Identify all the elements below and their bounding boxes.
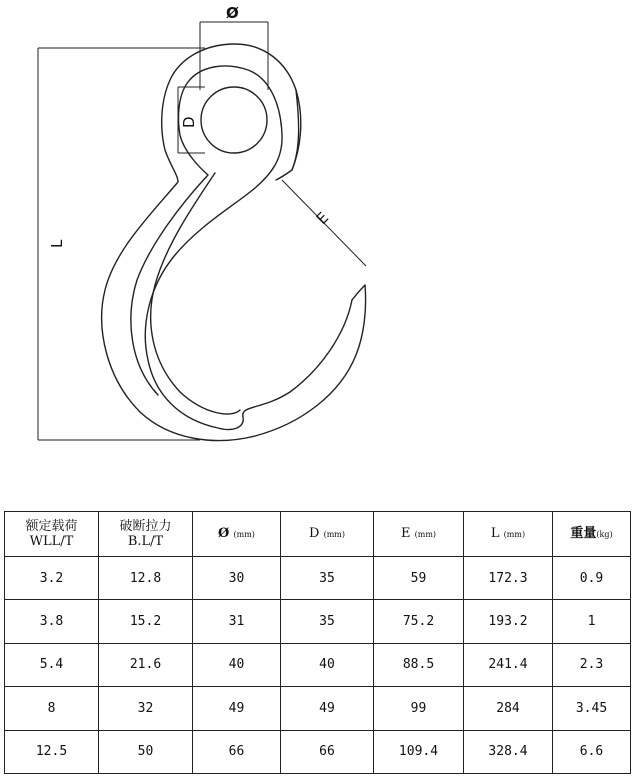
header-bl: 破断拉力 B.L/T [99, 512, 193, 557]
cell-l: 328.4 [464, 730, 553, 773]
hook-outer-outline [102, 44, 366, 441]
cell-bl: 50 [99, 730, 193, 773]
dim-label-d: D [180, 116, 198, 128]
cell-d: 35 [281, 557, 374, 600]
cell-l: 193.2 [464, 600, 553, 643]
cell-wll: 8 [5, 687, 99, 730]
cell-d: 49 [281, 687, 374, 730]
header-wll: 额定载荷 WLL/T [5, 512, 99, 557]
cell-bl: 12.8 [99, 557, 193, 600]
spec-table [4, 511, 631, 774]
cell-d: 40 [281, 643, 374, 686]
cell-e: 88.5 [374, 643, 464, 686]
cell-wll: 5.4 [5, 643, 99, 686]
table-row [5, 557, 631, 600]
header-phi: Ø (mm) [193, 512, 281, 557]
cell-phi: 30 [193, 557, 281, 600]
eye-pin-circle [201, 87, 267, 153]
hook-shank-right [276, 90, 299, 180]
cell-phi: 49 [193, 687, 281, 730]
header-l: L (mm) [464, 512, 553, 557]
cell-e: 109.4 [374, 730, 464, 773]
cell-bl: 21.6 [99, 643, 193, 686]
table-header-row [5, 512, 631, 557]
cell-d: 66 [281, 730, 374, 773]
header-e: E (mm) [374, 512, 464, 557]
cell-phi: 31 [193, 600, 281, 643]
cell-l: 284 [464, 687, 553, 730]
header-d: D (mm) [281, 512, 374, 557]
cell-wll: 12.5 [5, 730, 99, 773]
cell-wll: 3.8 [5, 600, 99, 643]
cell-l: 241.4 [464, 643, 553, 686]
cell-e: 59 [374, 557, 464, 600]
cell-l: 172.3 [464, 557, 553, 600]
cell-weight: 2.3 [553, 643, 631, 686]
cell-bl: 32 [99, 687, 193, 730]
table-row [5, 643, 631, 686]
dim-label-e: E [312, 208, 333, 228]
cell-e: 99 [374, 687, 464, 730]
cell-weight: 6.6 [553, 730, 631, 773]
cell-phi: 66 [193, 730, 281, 773]
table-row [5, 687, 631, 730]
table-row [5, 730, 631, 773]
cell-wll: 3.2 [5, 557, 99, 600]
cell-weight: 1 [553, 600, 631, 643]
cell-weight: 3.45 [553, 687, 631, 730]
hook-inner-outline [131, 66, 352, 430]
cell-phi: 40 [193, 643, 281, 686]
dim-label-phi: Ø [226, 4, 239, 22]
table-row [5, 600, 631, 643]
cell-bl: 15.2 [99, 600, 193, 643]
cell-e: 75.2 [374, 600, 464, 643]
header-weight: 重量(kg) [553, 512, 631, 557]
cell-d: 35 [281, 600, 374, 643]
cell-weight: 0.9 [553, 557, 631, 600]
dim-label-l: L [48, 239, 66, 248]
